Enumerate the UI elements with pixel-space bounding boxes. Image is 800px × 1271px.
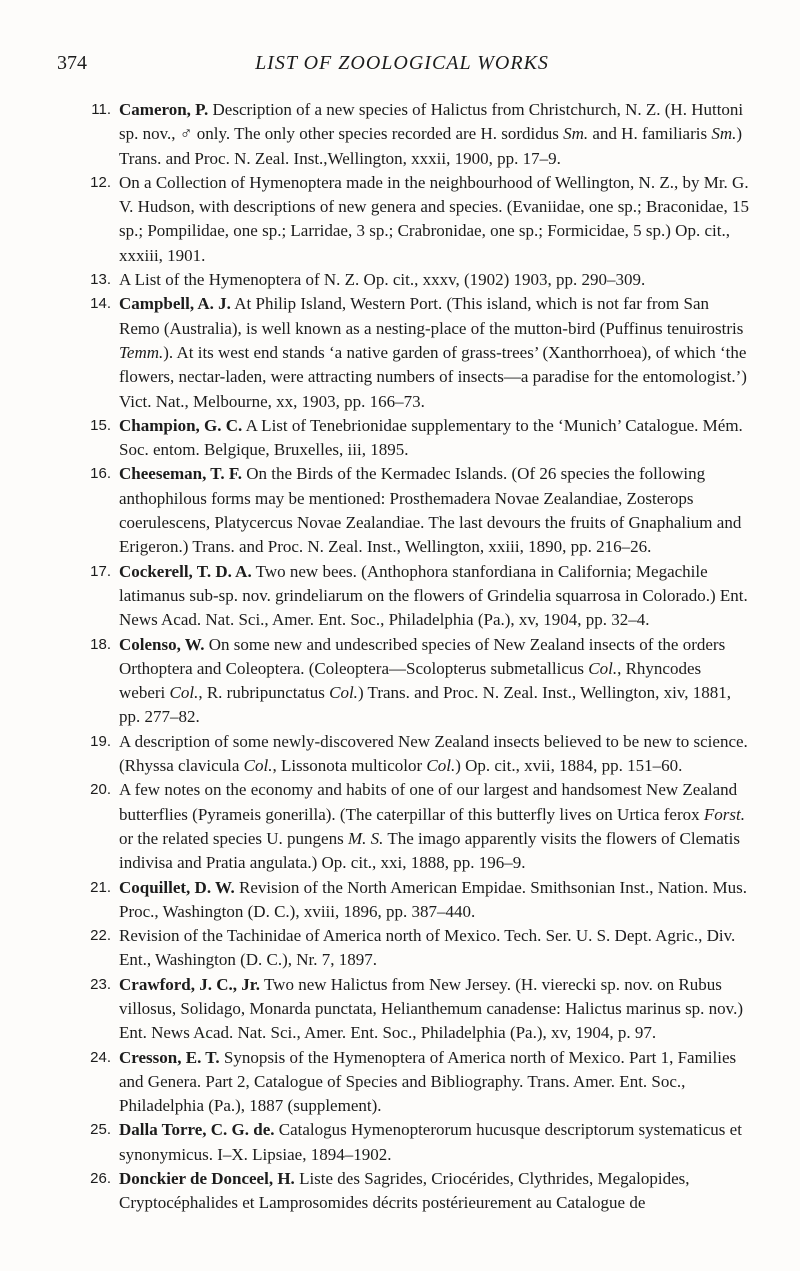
page-header: [57, 52, 747, 82]
entry-text: [119, 780, 745, 872]
entry-number: 26.: [90, 1170, 111, 1188]
entry-text-segment: ) Trans. and Proc. N. Zeal. Inst.,Wellington, xxxii, 1900, pp. 17–9.: [119, 124, 743, 168]
entry-text-segment: ) Trans. and Proc. N. Zeal. Inst., Wellington, xiv, 1881, pp. 277–82.: [119, 683, 732, 727]
bibliography-entry: [77, 171, 749, 268]
authority-abbrev: Col.: [329, 683, 358, 703]
entry-number: 11.: [91, 101, 111, 118]
authority-abbrev: Sm.: [563, 124, 589, 144]
authority-abbrev: Forst.: [703, 804, 745, 824]
authority-abbrev: Col.: [169, 683, 199, 703]
entry-text-segment: , R. rubripunctatus: [198, 683, 330, 703]
entry-text-segment: Revision of the North American Empidae. Smithsonian Inst., Nation. Mus. Proc., Washington (D. C.), xviii, 1896, pp. 387–440.: [119, 877, 748, 921]
entry-text: [119, 732, 748, 775]
entry-number: 14.: [90, 295, 111, 313]
authority-abbrev: Sm.: [711, 124, 737, 144]
entry-number: 16.: [90, 465, 111, 483]
entry-text: [119, 173, 749, 265]
entry-text-segment: ). At its west end stands ‘a native garden of grass-trees’ (Xanthorrhoea), of which ‘the flowers, nectar-laden, were attracting numbers of insects—a paradise for the entomologist.’) Vict. Nat., Melbourne, xx, 1903, pp. 166–73.: [119, 342, 747, 411]
entry-author: Crawford, J. C., Jr.: [119, 974, 261, 994]
bibliography-entry: [77, 1046, 749, 1119]
entry-text-segment: Synopsis of the Hymenoptera of America north of Mexico. Part 1, Families and Genera. Part 2, Catalogue of Species and Bibliography. Trans. Amer. Ent. Soc., Philadelphia (Pa.), 1887 (supplement).: [119, 1047, 737, 1116]
running-title: LIST OF ZOOLOGICAL WORKS: [255, 52, 549, 74]
entry-text: [119, 975, 743, 1043]
entry-text: [119, 878, 747, 921]
entry-number: 12.: [90, 173, 111, 191]
entry-number: 13.: [90, 271, 111, 289]
entry-number: 19.: [90, 732, 111, 750]
bibliography-entry: [77, 268, 749, 292]
entry-author: Cockerell, T. D. A.: [119, 561, 252, 581]
entry-text-segment: and H. familiaris: [588, 124, 712, 144]
entry-text: [119, 294, 747, 410]
entry-text: [119, 1048, 736, 1116]
entry-number: 15.: [90, 416, 111, 434]
entry-text: [119, 100, 743, 168]
entry-author: Campbell, A. J.: [119, 294, 231, 314]
entry-text: [119, 926, 735, 969]
entry-text-segment: A description of some newly-discovered New Zealand insects believed to be new to science. (Rhyssa clavicula: [119, 731, 748, 776]
authority-abbrev: Temm.: [119, 342, 164, 362]
entry-text-segment: On the Birds of the Kermadec Islands. (Of 26 species the following anthophilous forms may be mentioned: Prosthemadera Novae Zealandiae, Zosterops coerulescens, Platycercus Novae Zealandiae. The last devours the fruits of Gnaphalium and Erigeron.) Trans. and Proc. N. Zeal. Inst., Wellington, xxiii, 1890, pp. 216–26.: [119, 464, 742, 557]
bibliography-entry: [77, 560, 749, 633]
entry-text: [119, 416, 743, 459]
entry-text-segment: Catalogus Hymenopterorum hucusque descriptorum systematicus et synonymicus. I–X. Lipsiae, 1894–1902.: [119, 1120, 742, 1164]
entry-text-segment: , Rhyncodes weberi: [119, 658, 702, 703]
entry-number: 21.: [90, 878, 111, 896]
bibliography-entry: [77, 730, 749, 779]
entry-number: 18.: [90, 635, 111, 653]
bibliography-entry: [77, 924, 749, 973]
entry-text-segment: On a Collection of Hymenoptera made in the neighbourhood of Wellington, N. Z., by Mr. G. V. Hudson, with descriptions of new genera and species. (Evaniidae, one sp.; Braconidae, 15 sp.; Pompilidae, one sp.; Larridae, 3 sp.; Crabronidae, one sp.; Formicidae, 5 sp.) Op. cit., xxxiii, 1901.: [119, 172, 749, 265]
entry-number: 17.: [90, 562, 111, 580]
entry-author: Champion, G. C.: [119, 415, 243, 435]
entry-number: 24.: [90, 1048, 111, 1066]
bibliography-entry: [77, 462, 749, 559]
bibliography-entry: [77, 414, 749, 463]
bibliography-entry: [77, 633, 749, 730]
bibliography-entry: [77, 876, 749, 925]
entry-text-segment: Liste des Sagrides, Criocérides, Clythrides, Megalopides, Cryptocéphalides et Lamprosomides décrits postérieurement au Catalogue de: [119, 1169, 690, 1213]
authority-abbrev: Col.: [243, 756, 273, 776]
bibliography-entry: [77, 1118, 749, 1167]
entry-text: [119, 635, 731, 727]
authority-abbrev: M. S.: [347, 828, 384, 848]
entry-text-segment: Two new bees. (Anthophora stanfordiana in California; Megachile latimanus sub-sp. nov. grindeliarum on the flowers of Grindelia squarrosa in Colorado.) Ent. News Acad. Nat. Sci., Amer. Ent. Soc., Philadelphia (Pa.), xv, 1904, pp. 32–4.: [119, 561, 748, 630]
entry-author: Coquillet, D. W.: [119, 877, 235, 897]
entry-text-segment: Two new Halictus from New Jersey. (H. vierecki sp. nov. on Rubus villosus, Solidago, Monarda punctata, Helianthemum canadense: Halictus marinus sp. nov.) Ent. News Acad. Nat. Sci., Amer. Ent. Soc., Philadelphia (Pa.), xv, 1904, p. 97.: [119, 974, 743, 1043]
entry-text-segment: Description of a new species of Halictus from Christchurch, N. Z. (H. Huttoni sp. nov., ♂ only. The only other species recorded are H. sordidus: [119, 100, 744, 144]
entry-text-segment: On some new and undescribed species of New Zealand insects of the orders Orthoptera and Coleoptera. (Coleoptera—Scolopterus submetallicus: [119, 634, 726, 678]
entry-text-segment: The imago apparently visits the flowers of Clematis indivisa and Pratia angulata.) Op. cit., xxi, 1888, pp. 196–9.: [119, 828, 740, 873]
entry-text-segment: At Philip Island, Western Port. (This island, which is not far from San Remo (Australia), is well known as a nesting-place of the mutton-bird (Puffinus tenuirostris: [119, 294, 744, 338]
entry-number: 25.: [90, 1121, 111, 1139]
bibliography-entry: [77, 778, 749, 875]
entry-text-segment: , Lissonota multicolor: [272, 756, 427, 776]
entry-text: [119, 1120, 742, 1163]
entry-number: 20.: [90, 781, 111, 799]
bibliography-list: [77, 98, 749, 1216]
entry-text: [119, 1169, 690, 1212]
bibliography-entry: [77, 973, 749, 1046]
entry-text-segment: or the related species U. pungens: [119, 828, 348, 848]
entry-author: Donckier de Donceel, H.: [119, 1169, 295, 1189]
entry-text: [119, 270, 645, 289]
entry-author: Cameron, P.: [119, 100, 209, 119]
bibliography-entry: [77, 98, 749, 171]
entry-text-segment: A List of Tenebrionidae supplementary to the ‘Munich’ Catalogue. Mém. Soc. entom. Belgique, Bruxelles, iii, 1895.: [119, 415, 743, 460]
bibliography-entry: [77, 292, 749, 413]
entry-author: Cresson, E. T.: [119, 1047, 220, 1067]
entry-author: Cheeseman, T. F.: [119, 464, 242, 484]
entry-author: Colenso, W.: [119, 634, 205, 654]
entry-text-segment: A List of the Hymenoptera of N. Z. Op. cit., xxxv, (1902) 1903, pp. 290–309.: [119, 270, 646, 290]
page-number: 374: [57, 52, 87, 74]
entry-text-segment: ) Op. cit., xvii, 1884, pp. 151–60.: [455, 756, 683, 776]
authority-abbrev: Col.: [588, 658, 618, 678]
entry-text: [119, 562, 748, 630]
entry-text: [119, 464, 741, 556]
entry-text-segment: Revision of the Tachinidae of America north of Mexico. Tech. Ser. U. S. Dept. Agric., Div. Ent., Washington (D. C.), Nr. 7, 1897.: [119, 926, 736, 970]
entry-number: 22.: [90, 927, 111, 945]
bibliography-entry: [77, 1167, 749, 1216]
authority-abbrev: Col.: [426, 756, 456, 776]
entry-text-segment: A few notes on the economy and habits of one of our largest and handsomest New Zealand butterflies (Pyrameis gonerilla). (The caterpillar of this butterfly lives on Urtica ferox: [119, 780, 738, 824]
entry-number: 23.: [90, 975, 111, 993]
entry-author: Dalla Torre, C. G. de.: [119, 1120, 275, 1140]
